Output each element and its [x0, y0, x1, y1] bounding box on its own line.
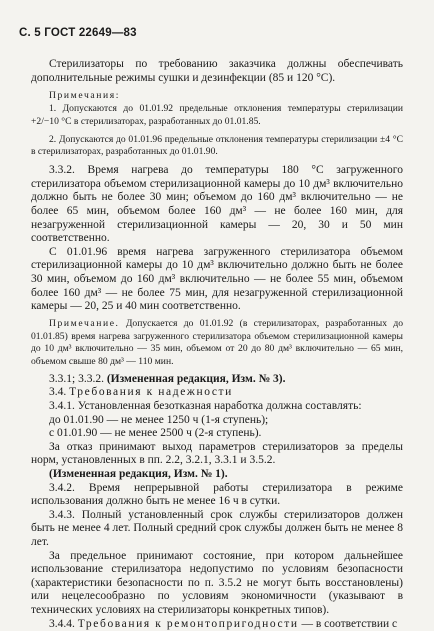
- document-body: [31, 58, 403, 631]
- clause-3-4-1-item-a: до 01.01.90 — не менее 1250 ч (1-я ступень);: [49, 413, 269, 426]
- page-header: С. 5 ГОСТ 22649—83: [19, 27, 137, 39]
- paragraph-from-1996: С 01.01.96 время нагрева загруженного стерилизатора объемом стерилизационной камеры до 10 дм³ включительно должно быть не более 30 мин, объемом до 160 дм³ включительно — не более 55 мин, объемом более 160 дм³ — не более 75 мин, для незагруженной стерилизационной камеры — 20, 25 и 40 мин соответственно.: [31, 245, 403, 313]
- paragraph-failure: За отказ принимают выход параметров стерилизаторов за пределы норм, установленных в пп. 2.2, 3.2.1, 3.3.1 и 3.5.2.: [31, 440, 403, 467]
- clause-3-4-4-title: Требования к ремонтопригодности: [77, 617, 299, 630]
- clause-3-4-3: 3.4.3. Полный установленный срок службы стерилизаторов должен быть не менее 4 лет. Полный средний срок службы должен быть не менее 8 лет.: [31, 508, 403, 549]
- note-3-label: Примечание.: [49, 317, 120, 329]
- clause-3-4-4-number: 3.4.4.: [49, 617, 75, 630]
- clause-3-4-1: 3.4.1. Установленная безотказная наработка должна составлять:: [49, 400, 362, 413]
- clause-3-3-2: 3.3.2. Время нагрева до температуры 180 °С загруженного стерилизатора объемом стерилизационной камеры до 10 дм³ включительно должно быть не более 30 мин; объемом до 160 дм³ включительно — не более 65 мин, объемом более 160 дм³ — не более 160 мин, для незагруженной стерилизационной камеры — 20, 30 и 50 мин соответственно.: [31, 164, 403, 245]
- revision-3-3-bold: (Измененная редакция, Изм. № 3).: [106, 372, 286, 385]
- revision-1-bold: (Измененная редакция, Изм. № 1).: [49, 468, 228, 481]
- section-3-4-heading: [31, 386, 403, 400]
- revision-3-3-prefix: 3.3.1; 3.3.2.: [49, 372, 104, 385]
- revision-3-3: [31, 373, 403, 387]
- paragraph-regimes: Стерилизаторы по требованию заказчика должны обеспечивать дополнительные режимы сушки и дезинфекции (85 и 120 °С).: [31, 58, 403, 84]
- revision-1: [31, 468, 403, 482]
- clause-3-4-2: 3.4.2. Время непрерывной работы стерилизатора в режиме использования должно быть не менее 16 ч в сутки.: [31, 481, 403, 508]
- notes-heading: Примечания:: [49, 90, 120, 102]
- paragraph-limit-state: За предельное принимают состояние, при котором дальнейшее использование стерилизатора недопустимо по условиям безопасности (характеристики безопасности по п. 3.5.2 не могут быть восстановлены) или нецелесообразно по условиям экономичности (указывают в технических условиях на стерилизаторы конкретных типов).: [31, 549, 403, 616]
- clause-3-4-4: [31, 618, 403, 631]
- note-1: 1. Допускаются до 01.01.92 предельные отклонения температуры стерилизации +2/−10 °С в стерилизаторах, разработанных до 01.01.85.: [31, 102, 403, 127]
- note-3-text: Допускается до 01.01.92 (в стерилизаторах, разработанных до 01.01.85) время нагрева загруженного стерилизатора объемом стерилизационной камеры до 10 дм³ включительно — 35 мин, объемом от 20 до 80 дм³ включительно — 65 мин, объемом свыше 80 дм³ — 110 мин.: [31, 317, 403, 368]
- note-2: 2. Допускаются до 01.01.96 предельные отклонения температуры стерилизации ±4 °С в стерилизаторах, разработанных до 01.01.90.: [31, 133, 403, 158]
- clause-3-4-1-item-b: с 01.01.90 — не менее 2500 ч (2-я ступень).: [49, 427, 262, 440]
- section-3-4-number: 3.4.: [49, 386, 67, 399]
- section-3-4-title: Требования к надежности: [69, 386, 233, 399]
- clause-3-4-4-tail: — в соответствии с: [301, 617, 398, 630]
- note-3: [31, 318, 403, 369]
